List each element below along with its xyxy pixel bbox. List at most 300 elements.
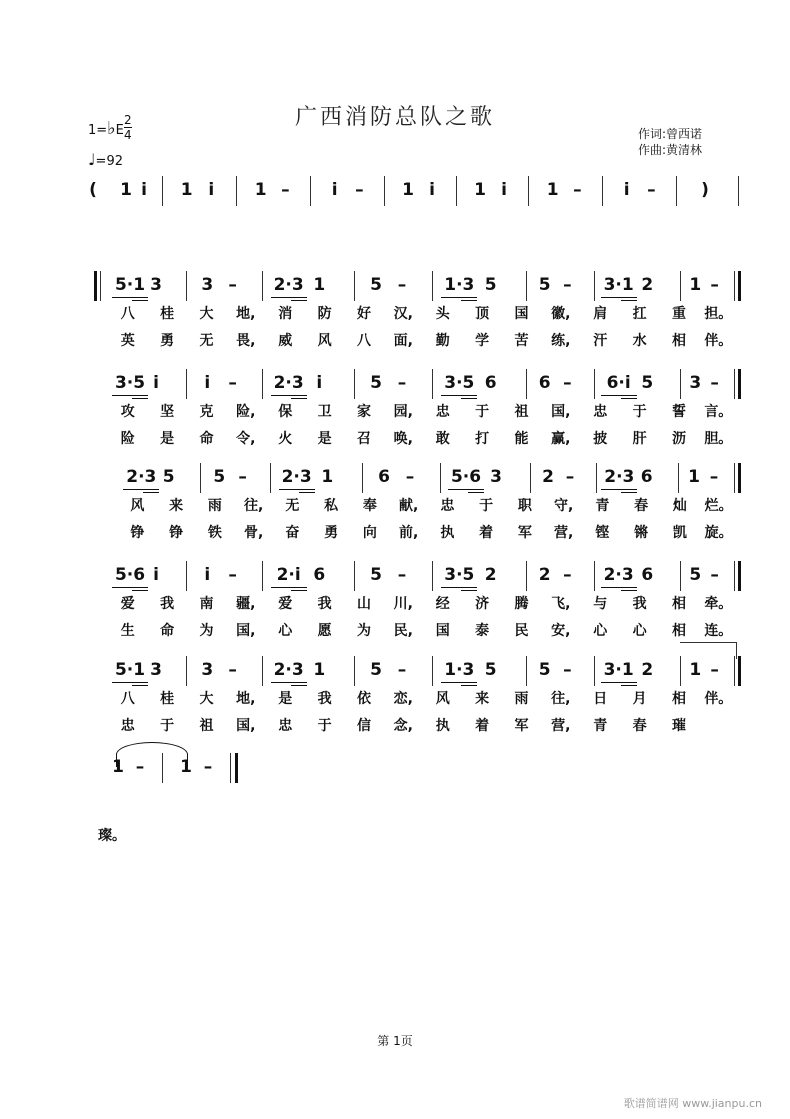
lyric-char-verse1: 我 <box>317 691 332 707</box>
lyric-char-verse1: 国 <box>514 306 529 322</box>
beam-line <box>601 297 637 298</box>
melody-note: – <box>710 275 719 295</box>
lyric-char-verse2: 相 <box>671 623 686 639</box>
lyric-char-verse2: 风 <box>317 333 332 349</box>
melody-note: i <box>316 373 323 393</box>
coda-note: – <box>203 757 213 777</box>
melody-note: – <box>228 275 237 295</box>
barline <box>678 463 679 493</box>
barline <box>594 271 595 301</box>
lyric-char-verse1: 园, <box>393 404 413 420</box>
coda-note: – <box>135 757 145 777</box>
melody-note: 6 <box>538 373 551 393</box>
melody-note: 2·3 <box>604 467 635 487</box>
time-unit: 4 <box>124 128 132 142</box>
time-signature <box>124 113 132 142</box>
intro-note: 1 <box>546 180 559 200</box>
lyric-char-verse1: 济 <box>475 596 490 612</box>
beam-line <box>621 590 637 591</box>
quarter-note-icon: ♩ <box>88 150 96 169</box>
lyric-char-verse2: 骨, <box>243 525 264 541</box>
barline <box>680 561 681 591</box>
beam-line <box>279 489 315 490</box>
lyric-char-verse1: 地, <box>236 691 256 707</box>
lyric-char-verse2: 祖 <box>199 718 214 734</box>
melody-note: 3·5 <box>444 373 475 393</box>
melody-note: 1 <box>313 275 326 295</box>
beam-line <box>601 395 637 396</box>
lyric-char-verse2: 是 <box>317 431 332 447</box>
lyric-char-verse1: 奉 <box>362 498 377 514</box>
melody-note: 1 <box>689 275 702 295</box>
barline <box>530 463 531 493</box>
beam-line <box>271 682 307 683</box>
lyric-char-verse2: 勇 <box>160 333 175 349</box>
melody-note: 5 <box>689 565 702 585</box>
melody-note: – <box>405 467 415 487</box>
melody-note: 2 <box>538 565 551 585</box>
lyric-char-verse1: 于 <box>475 404 490 420</box>
lyric-char-verse1: 忠 <box>440 498 455 514</box>
tempo-mark <box>88 150 123 169</box>
lyric-char-verse2: 营, <box>553 525 574 541</box>
melody-note: 6 <box>313 565 326 585</box>
melody-note: 3 <box>150 660 162 680</box>
lyric-char-verse2: 赢, <box>551 431 571 447</box>
lyric-char-verse2: 忠 <box>120 718 135 734</box>
lyric-char-verse2: 相 <box>671 333 686 349</box>
lyric-char-verse2: 练, <box>551 333 571 349</box>
melody-note: – <box>565 467 575 487</box>
lyric-char-verse1: 八 <box>120 306 135 322</box>
end-bar-thin <box>734 463 735 493</box>
barline <box>528 176 529 206</box>
barline <box>676 176 677 206</box>
lyric-char-verse1: 于 <box>479 498 494 514</box>
lyric-char-verse1: 往, <box>551 691 571 707</box>
lyric-char-verse1: 爱 <box>278 596 293 612</box>
barline <box>310 176 311 206</box>
melody-note: i <box>153 373 159 393</box>
intro-close-paren: ) <box>701 180 709 200</box>
lyric-char-verse2: 愿 <box>317 623 332 639</box>
lyric-char-verse1: 春 <box>634 498 649 514</box>
watermark: 歌谱简谱网 www.jianpu.cn <box>623 1097 762 1110</box>
lyric-char-verse2: 为 <box>199 623 214 639</box>
beam-line <box>291 685 307 686</box>
lyric-char-verse1: 青 <box>595 498 610 514</box>
melody-note: 1 <box>688 467 700 487</box>
barline <box>456 176 457 206</box>
beam-line <box>132 685 148 686</box>
lyric-char-verse1: 头 <box>435 306 450 322</box>
lyric-char-verse2: 铿 <box>595 525 610 541</box>
melody-note: – <box>563 373 572 393</box>
lyric-char-verse2: 旋。 <box>704 525 733 541</box>
melody-note: 6 <box>484 373 497 393</box>
lyric-char-verse1: 克 <box>199 404 214 420</box>
melody-note: 6 <box>641 565 654 585</box>
barline <box>186 561 187 591</box>
lyric-char-verse2: 是 <box>160 431 175 447</box>
lyric-char-verse2: 命 <box>160 623 175 639</box>
lyric-char-verse1: 相 <box>671 691 686 707</box>
lyric-char-verse2: 民 <box>514 623 529 639</box>
barline <box>594 656 595 686</box>
lyric-char-verse1: 汉, <box>393 306 413 322</box>
lyric-char-verse2: 于 <box>317 718 332 734</box>
lyric-char-verse2: 沥 <box>671 431 686 447</box>
lyric-char-verse1: 私 <box>324 498 339 514</box>
melody-note: 1 <box>313 660 326 680</box>
melody-note: 2·3 <box>126 467 157 487</box>
beam-line <box>291 398 307 399</box>
melody-note: 2·i <box>276 565 301 585</box>
melody-note: 5 <box>538 275 551 295</box>
melody-note: 1·3 <box>444 660 475 680</box>
lyric-char-verse2: 铁 <box>207 525 222 541</box>
beam-line <box>132 398 148 399</box>
melody-note: 2·3 <box>273 660 304 680</box>
lyric-char-verse2: 安, <box>551 623 571 639</box>
melody-note: 6 <box>378 467 390 487</box>
lyric-char-verse1: 消 <box>278 306 293 322</box>
lyric-char-verse1: 担。 <box>704 306 733 322</box>
lyric-char-verse2: 连。 <box>704 623 733 639</box>
lyric-char-verse1: 风 <box>435 691 450 707</box>
lyric-char-verse2: 为 <box>356 623 371 639</box>
melody-note: – <box>710 660 719 680</box>
melody-note: – <box>228 565 237 585</box>
melody-note: – <box>397 565 407 585</box>
end-bar-thin <box>734 369 735 399</box>
beam-line <box>461 590 477 591</box>
repeat-start-thin <box>100 271 101 301</box>
melody-note: 3·1 <box>603 275 634 295</box>
lyric-char-verse1: 地, <box>236 306 256 322</box>
barline <box>594 561 595 591</box>
barline <box>354 561 355 591</box>
barline <box>354 369 355 399</box>
barline <box>200 463 201 493</box>
beam-line <box>112 587 148 588</box>
lyric-char-verse2: 信 <box>356 718 371 734</box>
lyric-char-verse2: 锵 <box>634 525 649 541</box>
melody-note: 3·5 <box>444 565 475 585</box>
lyric-char-verse2: 无 <box>199 333 214 349</box>
lyric-char-verse1: 顶 <box>475 306 490 322</box>
lyric-char-verse1: 日 <box>593 691 608 707</box>
beam-line <box>441 682 477 683</box>
lyric-char-verse2: 营, <box>551 718 571 734</box>
lyric-char-verse2: 苦 <box>514 333 529 349</box>
intro-note: 1 <box>402 180 414 200</box>
lyric-char-verse2: 奋 <box>285 525 300 541</box>
intro-note: – <box>355 180 364 200</box>
melody-note: 5·1 <box>114 660 146 680</box>
beam-line <box>441 395 477 396</box>
lyric-char-verse1: 无 <box>285 498 300 514</box>
intro-note: i <box>623 180 630 200</box>
lyric-char-verse2: 学 <box>475 333 490 349</box>
melody-note: 5 <box>162 467 175 487</box>
intro-note: – <box>573 180 582 200</box>
beam-line <box>461 685 477 686</box>
end-bar-thick <box>738 463 741 493</box>
barline <box>526 656 527 686</box>
melody-note: 5·1 <box>114 275 146 295</box>
lyric-char-verse1: 腾 <box>514 596 529 612</box>
lyric-char-verse2: 披 <box>593 431 608 447</box>
barline <box>354 656 355 686</box>
barline <box>526 561 527 591</box>
end-bar-thick <box>738 271 741 301</box>
melody-note: – <box>709 467 719 487</box>
lyric-char-verse2: 心 <box>632 623 647 639</box>
melody-note: 2 <box>641 660 654 680</box>
intro-note: i <box>141 180 147 200</box>
barline <box>262 271 263 301</box>
melody-note: 2·3 <box>603 565 634 585</box>
barline <box>262 561 263 591</box>
beam-line <box>601 587 637 588</box>
lyric-char-verse2: 心 <box>593 623 608 639</box>
melody-note: 3 <box>689 373 702 393</box>
flat-icon: ♭ <box>107 118 116 139</box>
melody-note: – <box>228 660 237 680</box>
end-bar-thick <box>738 656 741 686</box>
beam-line <box>271 297 307 298</box>
beam-line <box>132 590 148 591</box>
lyric-char-verse1: 忠 <box>593 404 608 420</box>
barline <box>236 176 237 206</box>
melody-note: 5 <box>213 467 226 487</box>
lyric-char-verse2: 青 <box>593 718 608 734</box>
melody-note: 5 <box>370 565 382 585</box>
lyric-char-verse2: 险 <box>120 431 135 447</box>
beam-line <box>112 297 148 298</box>
melody-note: 5 <box>484 660 497 680</box>
lyric-char-verse1: 家 <box>356 404 371 420</box>
lyric-char-verse2: 向 <box>362 525 377 541</box>
volta-bracket <box>680 642 737 659</box>
beam-line <box>448 489 484 490</box>
beam-line <box>299 492 315 493</box>
lyric-char-verse1: 雨 <box>514 691 529 707</box>
beam-line <box>601 489 637 490</box>
melody-note: 5 <box>538 660 551 680</box>
intro-note: 1 <box>180 180 193 200</box>
melody-note: 2·3 <box>273 373 304 393</box>
melody-note: 3 <box>490 467 502 487</box>
beam-line <box>132 300 148 301</box>
melody-note: i <box>153 565 159 585</box>
lyric-char-verse1: 献, <box>398 498 419 514</box>
intro-note: – <box>647 180 656 200</box>
lyric-char-verse1: 保 <box>278 404 293 420</box>
lyric-char-verse2: 召 <box>356 431 371 447</box>
lyric-char-verse1: 誓 <box>671 404 686 420</box>
lyric-char-verse2: 肝 <box>632 431 647 447</box>
lyric-char-verse2: 令, <box>236 431 256 447</box>
end-bar-thin <box>734 271 735 301</box>
melody-note: – <box>563 660 572 680</box>
lyric-char-verse2: 能 <box>514 431 529 447</box>
intro-note: 1 <box>474 180 486 200</box>
lyric-char-verse2: 忠 <box>278 718 293 734</box>
lyric-char-verse1: 八 <box>120 691 135 707</box>
lyric-char-verse2: 汗 <box>593 333 608 349</box>
lyric-char-verse1: 是 <box>278 691 293 707</box>
melody-note: 3 <box>150 275 162 295</box>
key-signature <box>88 118 124 139</box>
barline <box>738 176 739 206</box>
lyric-char-verse1: 往, <box>243 498 264 514</box>
end-bar-thin <box>734 656 735 686</box>
lyric-char-verse1: 川, <box>393 596 413 612</box>
melody-note: – <box>563 565 572 585</box>
lyric-char-verse1: 我 <box>160 596 175 612</box>
intro-note: 1 <box>120 180 132 200</box>
beam-line <box>621 492 637 493</box>
tempo-value: =92 <box>95 154 123 169</box>
lyric-char-verse2: 着 <box>479 525 494 541</box>
lyric-char-verse2: 铮 <box>169 525 184 541</box>
barline <box>680 656 681 686</box>
melody-note: 2·3 <box>273 275 304 295</box>
barline <box>262 656 263 686</box>
melody-note: – <box>710 373 719 393</box>
lyric-char-verse2: 执 <box>440 525 455 541</box>
lyric-char-verse2: 着 <box>475 718 490 734</box>
lyric-char-verse2: 心 <box>278 623 293 639</box>
melody-note: – <box>397 373 407 393</box>
intro-note: i <box>208 180 215 200</box>
beam-line <box>112 682 148 683</box>
lyric-char-verse2: 八 <box>356 333 371 349</box>
melody-note: 3 <box>201 275 214 295</box>
composer: 作曲:黄清林 <box>638 143 703 157</box>
melody-note: 5·6 <box>450 467 482 487</box>
intro-note: i <box>501 180 507 200</box>
lyric-char-verse1: 坚 <box>160 404 175 420</box>
key-note: E <box>115 123 124 138</box>
barline <box>440 463 441 493</box>
melody-note: 1 <box>689 660 702 680</box>
lyric-char-verse1: 肩 <box>593 306 608 322</box>
lyric-char-verse2: 民, <box>393 623 413 639</box>
barline <box>270 463 271 493</box>
melody-note: – <box>397 660 407 680</box>
melody-note: 5 <box>641 373 654 393</box>
barline <box>186 271 187 301</box>
barline <box>362 463 363 493</box>
lyric-char-verse2: 命 <box>199 431 214 447</box>
beam-line <box>291 590 307 591</box>
lyric-char-verse1: 山 <box>356 596 371 612</box>
end-bar-thin <box>734 561 735 591</box>
melody-note: 5 <box>370 373 382 393</box>
lyric-char-verse1: 桂 <box>160 306 175 322</box>
barline <box>262 369 263 399</box>
beam-line <box>461 398 477 399</box>
lyric-char-verse2: 国 <box>435 623 450 639</box>
lyric-char-verse1: 言。 <box>704 404 733 420</box>
lyric-char-verse1: 风 <box>130 498 145 514</box>
lyric-char-verse2: 打 <box>475 431 490 447</box>
lyric-char-verse1: 疆, <box>236 596 256 612</box>
end-bar-thick <box>738 369 741 399</box>
melody-note: 1·3 <box>444 275 475 295</box>
melody-note: 1 <box>321 467 334 487</box>
lyric-char-verse2: 泰 <box>475 623 490 639</box>
lyric-char-verse1: 爱 <box>120 596 135 612</box>
end-bar-thick <box>738 561 741 591</box>
beam-line <box>441 297 477 298</box>
lyric-char-verse2: 前, <box>398 525 419 541</box>
lyric-char-verse2: 军 <box>514 718 529 734</box>
coda-lyric: 璨。 <box>98 828 126 844</box>
barline <box>432 656 433 686</box>
barline <box>594 369 595 399</box>
lyric-char-verse1: 忠 <box>435 404 450 420</box>
barline <box>432 561 433 591</box>
lyric-char-verse1: 守, <box>553 498 574 514</box>
lyric-char-verse1: 依 <box>356 691 371 707</box>
lyric-char-verse1: 好 <box>356 306 371 322</box>
barline <box>680 369 681 399</box>
melody-note: – <box>228 373 237 393</box>
lyricist: 作词:曾西诺 <box>638 127 703 141</box>
barline <box>162 176 163 206</box>
lyric-char-verse1: 雨 <box>207 498 222 514</box>
coda-note: 1 <box>112 757 124 777</box>
beam-line <box>271 587 307 588</box>
melody-note: 5·6 <box>114 565 146 585</box>
coda-note: 1 <box>180 757 192 777</box>
lyric-char-verse1: 扛 <box>632 306 647 322</box>
barline <box>432 369 433 399</box>
lyric-char-verse2: 英 <box>120 333 135 349</box>
barline <box>354 271 355 301</box>
lyric-char-verse1: 相 <box>671 596 686 612</box>
barline <box>526 271 527 301</box>
song-title: 广西消防总队之歌 <box>294 105 495 130</box>
lyric-char-verse1: 桂 <box>160 691 175 707</box>
barline <box>680 271 681 301</box>
lyric-char-verse2: 畏, <box>236 333 256 349</box>
melody-note: – <box>563 275 572 295</box>
lyric-char-verse2: 执 <box>435 718 450 734</box>
lyric-char-verse1: 烂。 <box>704 498 733 514</box>
lyric-char-verse1: 来 <box>169 498 184 514</box>
lyric-char-verse2: 于 <box>160 718 175 734</box>
time-beats: 2 <box>124 113 132 127</box>
barline <box>186 369 187 399</box>
barline <box>432 271 433 301</box>
lyric-char-verse1: 职 <box>517 498 532 514</box>
melody-note: 6 <box>640 467 653 487</box>
lyric-char-verse1: 飞, <box>551 596 571 612</box>
beam-line <box>621 398 637 399</box>
lyric-char-verse1: 与 <box>593 596 608 612</box>
beam-line <box>123 489 159 490</box>
lyric-char-verse2: 敢 <box>435 431 450 447</box>
intro-note: 1 <box>254 180 267 200</box>
lyric-char-verse1: 月 <box>632 691 647 707</box>
melody-note: 3·1 <box>603 660 634 680</box>
melody-note: 2 <box>641 275 654 295</box>
